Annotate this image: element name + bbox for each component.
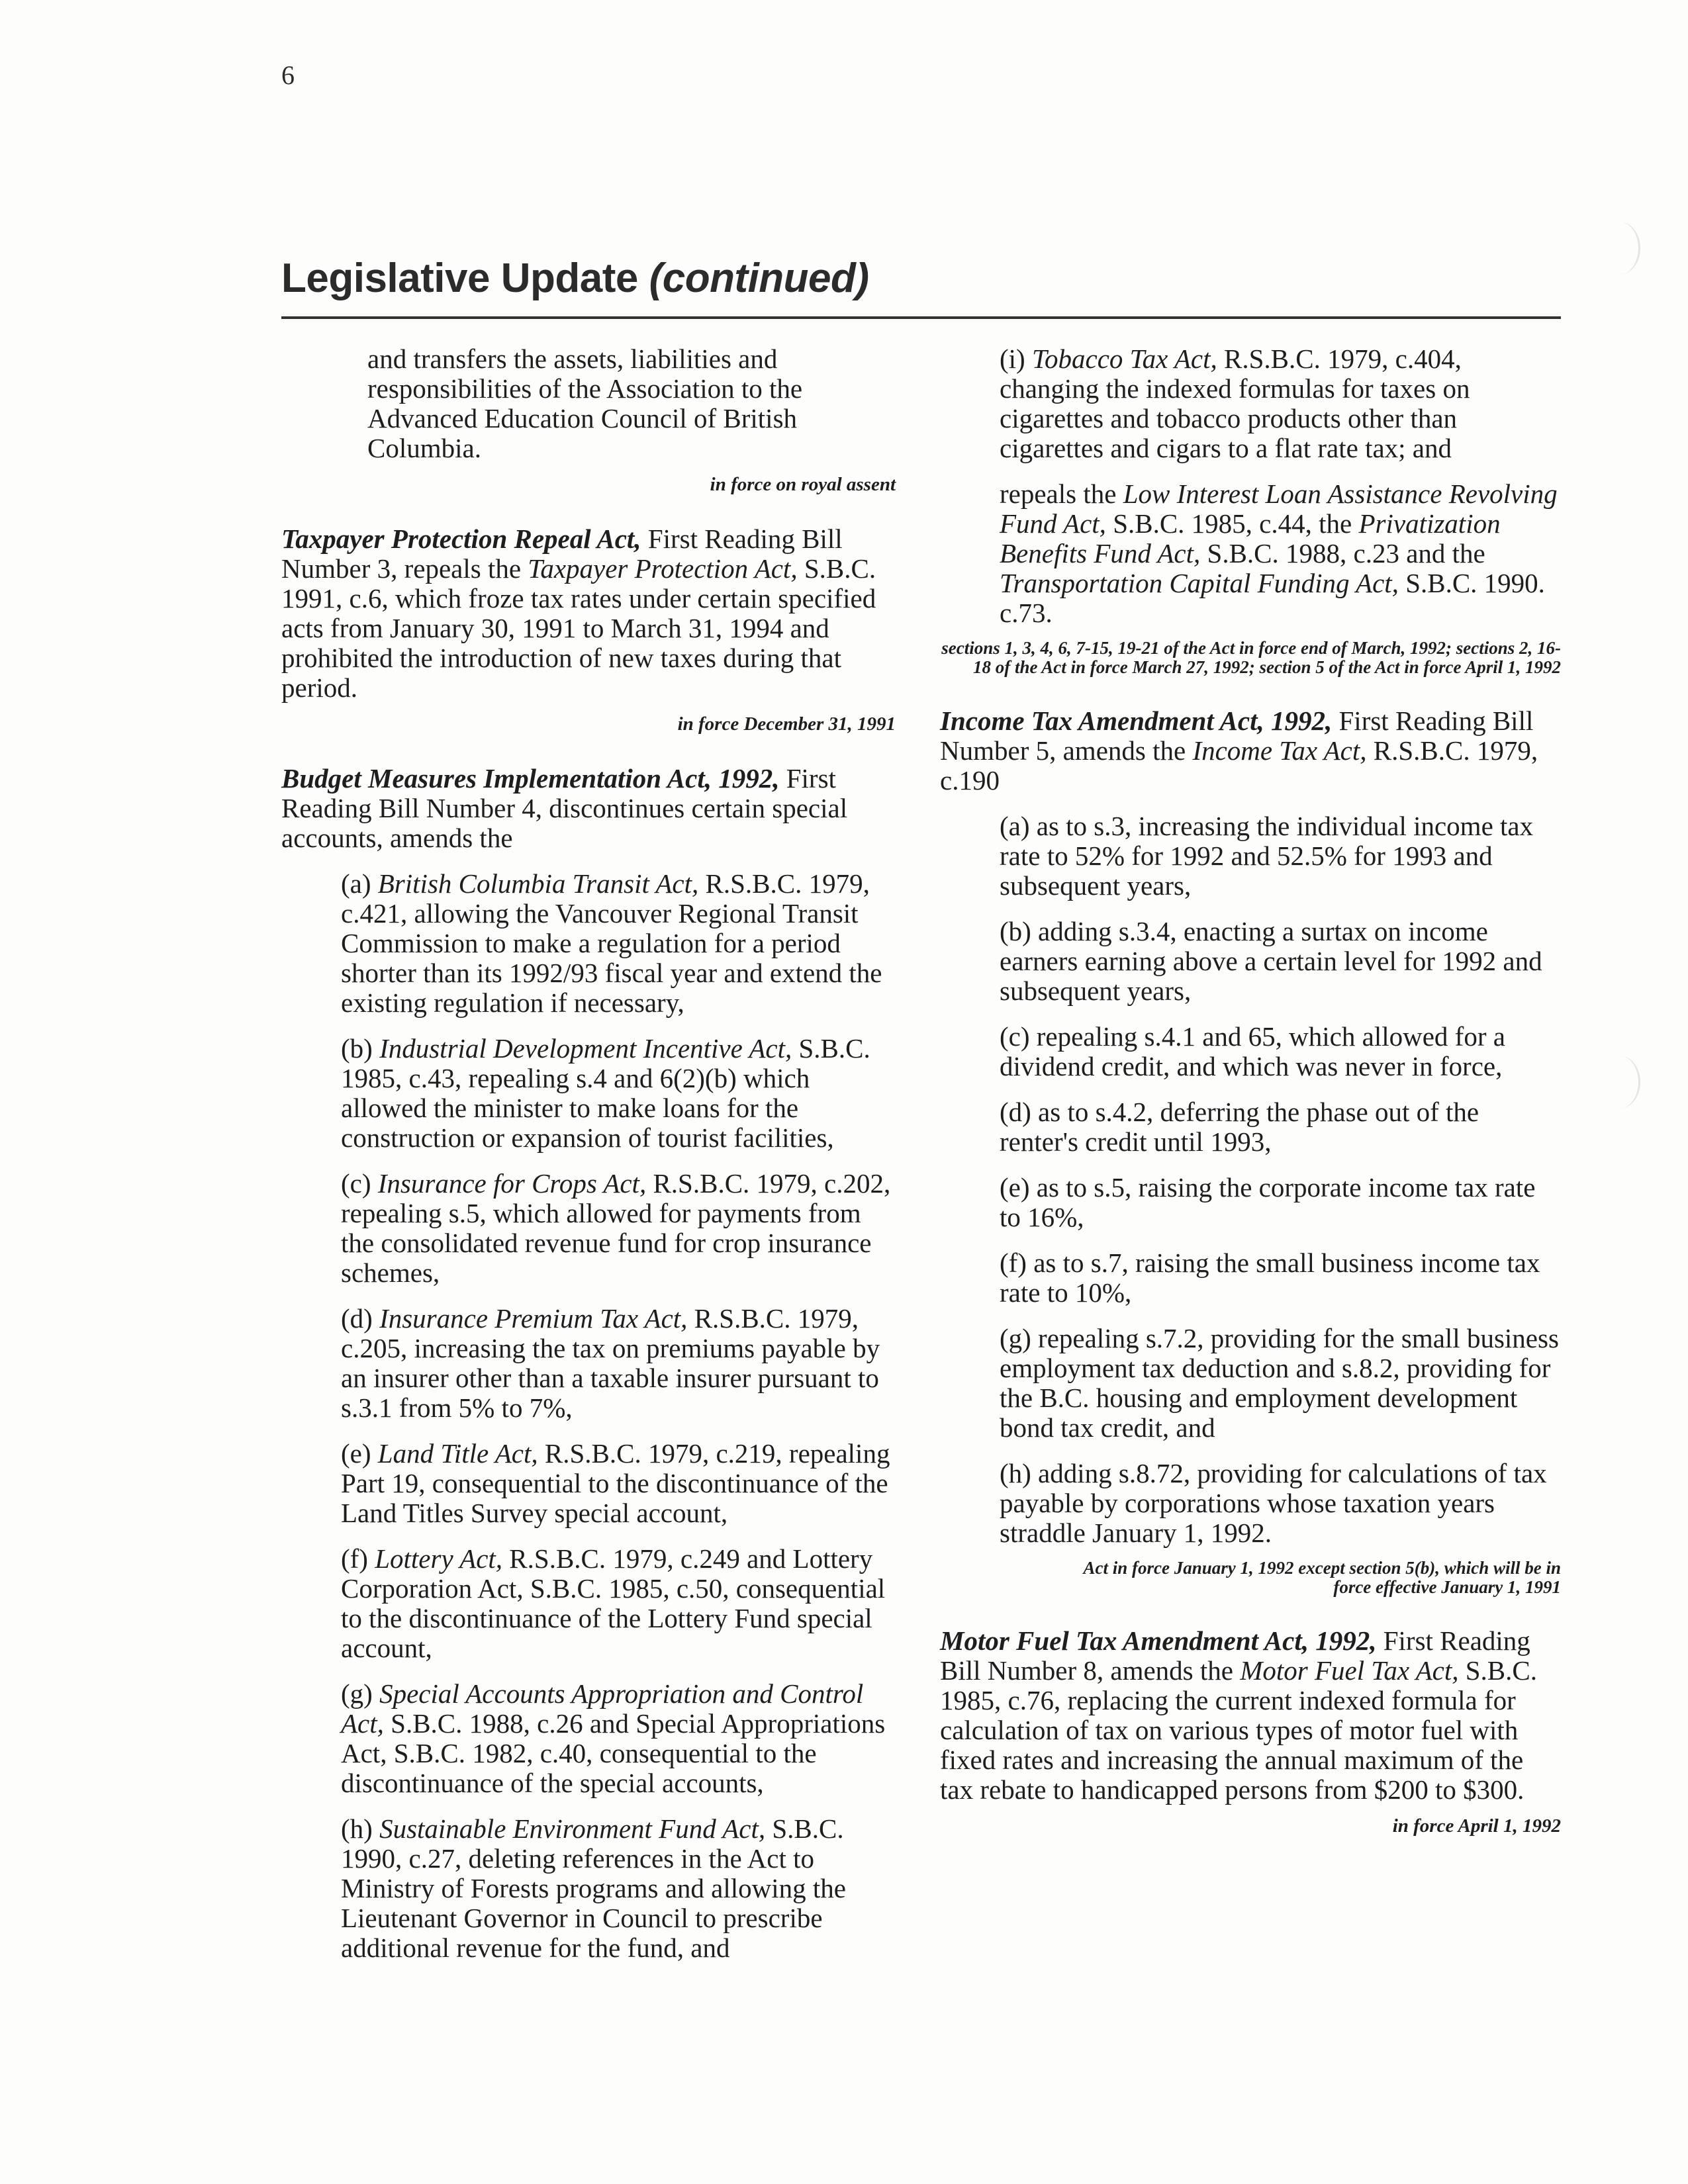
paragraph-text: S.B.C. 1985, c.76, replacing the current indexed formula for calculation of tax on various types of motor fuel with fixed rates and increasing the annual maximum of the tax rebate to handicapped persons from $200 to $300.: [940, 1655, 1537, 1805]
act-reference: Insurance for Crops Act,: [377, 1168, 647, 1199]
item-label: (c): [341, 1168, 378, 1199]
paragraph-text: S.B.C. 1985, c.44, the: [1105, 508, 1359, 539]
item-label: (e): [341, 1438, 378, 1469]
in-force-note: in force on royal assent: [710, 474, 896, 495]
header-divider: [281, 316, 1561, 319]
item-label: (a): [341, 868, 378, 899]
act-reference: Sustainable Environment Fund Act,: [379, 1813, 766, 1844]
list-item: (c) repealing s.4.1 and 65, which allowed for a dividend credit, and which was never in force,: [1000, 1021, 1505, 1081]
list-item: (d) as to s.4.2, deferring the phase out of the renter's credit until 1993,: [1000, 1097, 1479, 1157]
act-reference: Land Title Act,: [377, 1438, 538, 1469]
item-text: R.S.B.C. 1979, c.219, repealing Part 19, consequential to the discontinuance of the Land Titles Survey special account,: [341, 1438, 890, 1528]
act-reference: Tobacco Tax Act,: [1031, 343, 1217, 374]
page-title-main: Legislative Update: [281, 255, 638, 301]
item-text: R.S.B.C. 1979, c.249 and Lottery Corporation Act, S.B.C. 1985, c.50, consequential to the discontinuance of the Lottery Fund special account,: [341, 1543, 886, 1663]
budget-measures-paragraph: [281, 764, 896, 853]
list-item: [1000, 344, 1561, 463]
paragraph-text: repeals the: [1000, 478, 1123, 509]
punch-hole-mark: [1599, 1056, 1640, 1109]
act-reference: Lottery Act,: [375, 1543, 503, 1574]
page-title-sub: (continued): [649, 255, 869, 301]
income-tax-paragraph: [940, 706, 1561, 796]
motor-fuel-paragraph: [940, 1626, 1561, 1805]
paragraph-text: R.S.B.C. 1979, c.190: [940, 735, 1538, 796]
paragraph-text: First Reading Bill Number 3, repeals the: [281, 523, 843, 584]
item-label: (i): [1000, 343, 1032, 374]
list-item: [341, 1439, 896, 1528]
act-reference: Industrial Development Incentive Act,: [379, 1033, 792, 1064]
act-title: Taxpayer Protection Repeal Act,: [281, 523, 641, 554]
list-item: [341, 1169, 896, 1288]
act-reference: Income Tax Act,: [1192, 735, 1367, 766]
item-label: (f): [341, 1543, 375, 1574]
right-column: [940, 344, 1561, 1866]
list-item: [341, 1544, 896, 1663]
amendment-list: [281, 869, 896, 1963]
item-text: S.B.C. 1985, c.43, repealing s.4 and 6(2)(b) which allowed the minister to make loans for the construction or expansion of tourist facilities,: [341, 1033, 870, 1153]
list-item: (e) as to s.5, raising the corporate income tax rate to 16%,: [1000, 1172, 1536, 1232]
act-reference: Taxpayer Protection Act,: [528, 553, 798, 584]
act-title: Motor Fuel Tax Amendment Act, 1992,: [940, 1625, 1377, 1656]
item-text: R.S.B.C. 1979, c.404, changing the indexed formulas for taxes on cigarettes and tobacco products other than cigarettes and cigars to a flat rate tax; and: [1000, 343, 1470, 463]
paragraph-text: First Reading Bill Number 4, discontinues certain special accounts, amends the: [281, 763, 848, 853]
act-title: Income Tax Amendment Act, 1992,: [940, 705, 1333, 736]
intro-paragraph: and transfers the assets, liabilities and responsibilities of the Association to the Advanced Education Council of British Columbia.: [367, 343, 803, 463]
item-label: (g): [341, 1678, 380, 1709]
act-reference: British Columbia Transit Act,: [377, 868, 699, 899]
page-title: [281, 255, 869, 302]
item-text: R.S.B.C. 1979, c.421, allowing the Vancouver Regional Transit Commission to make a regulation for a period shorter than its 1992/93 fiscal year and extend the existing regulation if necessary,: [341, 868, 882, 1018]
amendment-list-continued: [940, 344, 1561, 628]
in-force-note: sections 1, 3, 4, 6, 7-15, 19-21 of the Act in force end of March, 1992; sections 2, 16-18 of the Act in force March 27, 1992; section 5 of the Act in force April 1, 1992: [941, 638, 1561, 677]
in-force-note: Act in force January 1, 1992 except section 5(b), which will be in force effective January 1, 1991: [1083, 1558, 1561, 1597]
list-item: [341, 869, 896, 1018]
item-text: S.B.C. 1988, c.26 and Special Appropriations Act, S.B.C. 1982, c.40, consequential to the discontinuance of the special accounts,: [341, 1708, 886, 1798]
in-force-note: in force April 1, 1992: [1392, 1815, 1561, 1837]
item-text: R.S.B.C. 1979, c.205, increasing the tax on premiums payable by an insurer other than a taxable insurer pursuant to s.3.1 from 5% to 7%,: [341, 1303, 880, 1423]
repeals-paragraph: [1000, 479, 1561, 628]
in-force-note: in force December 31, 1991: [677, 713, 896, 735]
punch-hole-mark: [1599, 222, 1640, 275]
item-text: S.B.C. 1990, c.27, deleting references in the Act to Ministry of Forests programs and allowing the Lieutenant Governor in Council to prescribe additional revenue for the fund, and: [341, 1813, 846, 1963]
paragraph-text: First Reading Bill Number 8, amends the: [940, 1625, 1530, 1686]
taxpayer-protection-paragraph: [281, 524, 896, 703]
act-reference: Low Interest Loan Assistance Revolving Fund Act,: [1000, 478, 1558, 539]
list-item: [341, 1034, 896, 1153]
act-title: Budget Measures Implementation Act, 1992,: [281, 763, 780, 794]
item-label: (d): [341, 1303, 380, 1334]
item-label: (h): [341, 1813, 380, 1844]
act-reference: Insurance Premium Tax Act,: [379, 1303, 688, 1334]
list-item: (b) adding s.3.4, enacting a surtax on income earners earning above a certain level for 1992 and subsequent years,: [1000, 916, 1542, 1006]
paragraph-text: First Reading Bill Number 5, amends the: [940, 705, 1534, 766]
paragraph-text: S.B.C. 1990. c.73.: [1000, 568, 1545, 628]
income-tax-list: [940, 811, 1561, 1548]
act-reference: Transportation Capital Funding Act,: [1000, 568, 1399, 598]
page-number: 6: [281, 60, 295, 90]
paragraph-text: S.B.C. 1991, c.6, which froze tax rates under certain specified acts from January 30, 1991 to March 31, 1994 and prohibited the introduction of new taxes during that period.: [281, 553, 876, 703]
list-item: [341, 1304, 896, 1423]
left-column: [281, 344, 896, 1979]
list-item: (h) adding s.8.72, providing for calculations of tax payable by corporations whose taxation years straddle January 1, 1992.: [1000, 1458, 1547, 1548]
list-item: (f) as to s.7, raising the small business income tax rate to 10%,: [1000, 1248, 1540, 1308]
list-item: [341, 1814, 896, 1963]
act-reference: Special Accounts Appropriation and Control Act,: [341, 1678, 864, 1739]
item-text: R.S.B.C. 1979, c.202, repealing s.5, which allowed for payments from the consolidated revenue fund for crop insurance schemes,: [341, 1168, 891, 1288]
list-item: [341, 1679, 896, 1798]
act-reference: Motor Fuel Tax Act,: [1240, 1655, 1459, 1686]
paragraph-text: S.B.C. 1988, c.23 and the: [1200, 538, 1485, 569]
list-item: (g) repealing s.7.2, providing for the small business employment tax deduction and s.8.2, providing for the B.C. housing and employment development bond tax credit, and: [1000, 1323, 1559, 1443]
act-reference: Privatization Benefits Fund Act,: [1000, 508, 1501, 569]
item-label: (b): [341, 1033, 380, 1064]
list-item: (a) as to s.3, increasing the individual income tax rate to 52% for 1992 and 52.5% for 1993 and subsequent years,: [1000, 811, 1534, 901]
